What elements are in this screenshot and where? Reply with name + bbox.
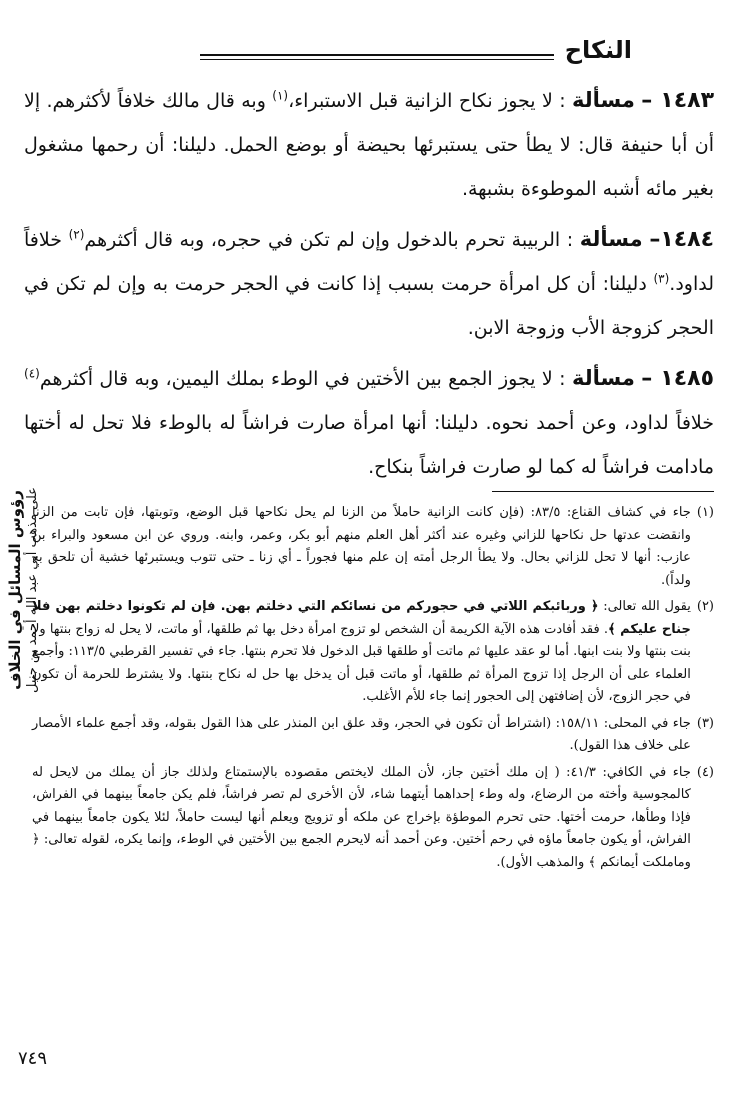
issue-text: : لا يجوز نكاح الزانية قبل الاستبراء،	[288, 90, 566, 112]
footnote-ref[interactable]: (٣)	[653, 271, 670, 286]
issue-text: خلافاً لداود.	[24, 229, 714, 295]
issue-keyword: مسألة	[571, 88, 635, 112]
footnote-number: (٤)	[696, 764, 714, 780]
footnote-ref[interactable]: (٤)	[24, 366, 40, 381]
issue-number: ١٤٨٣ –	[641, 88, 714, 113]
issue-text: وبه قال مالك خلافاً لأكثرهم. إلا أن أبا حنيفة قال: لا يطأ حتى يستبرئها بحيضة أو بوضع الحمل. دليلنا: أن رحمها مشغول بغير مائه أشبه الموطوءة بشبهة.	[24, 90, 714, 200]
footnotes	[32, 502, 714, 878]
quran-quote: ﴿ وربائبكم اللاتي في حجوركم من نسائكم التي دخلتم بهن. فإن لم تكونوا دخلتم بهن فلا جناح عليكم ﴾	[32, 599, 691, 637]
footnote-separator	[492, 491, 714, 492]
header-rule	[200, 54, 554, 60]
book-title: رؤوس المسائل في الخلاف	[6, 490, 24, 690]
footnote-ref[interactable]: (١)	[272, 88, 289, 103]
book-subtitle: على مذهب أبي عبد الله أحمد بن حنبل	[25, 487, 40, 693]
issue-1485	[24, 356, 714, 489]
issue-text: خلافاً لداود، وعن أحمد نحوه. دليلنا: أنها امرأة صارت فراشاً له بالوطء فلا تحل له أختها مادامت فراشاً له كما لو صارت فراشاً بنكاح.	[24, 412, 714, 478]
footnote-text-intro: يقول الله تعالى:	[603, 599, 691, 614]
footnote-text: جاء في الكافي: ٤١/٣: ( إن ملك أختين جاز، لأن الملك لايختص مقصوده بالإستمتاع ولذلك جاز أن يملك من لايحل له كالمجوسية وأخته من الرضاع، وله وطء إحداهما أيتهما شاء، لأن الأخرى لم تصر فراشاً، فلم يكن جامعاً بينهما في الفراش، فإذا وطأها، حرمت أختها. حتى تحرم الموطؤة بإخراج عن ملكه أو تزويج ويعلم أنها ليست حاملاً، لئلا يكون جامعاً بينهما في الفراش، أو يكون جامعاً ماؤه في رحم أختين. وعن أحمد أنه لايحرم الجمع بين الأختين في الوطء، وإنما يكره، لقوله تعالى: ﴿ وماملكت أيمانكم ﴾ والمذهب الأول).	[32, 764, 691, 870]
issue-1483	[24, 78, 714, 211]
footnote-1	[32, 502, 714, 592]
issue-text: : الربيبة تحرم بالدخول وإن لم تكن في حجره، وبه قال أكثرهم	[84, 229, 574, 251]
footnote-text-rest: . فقد أفادت هذه الآية الكريمة أن الشخص لو تزوج امرأة دخل بها ثم طلقها، أو ماتت، لا يحل له زواج بنتها ولا بنت بنتها ولا بنت ابنها. أما لو عقد عليها ثم ماتت أو طلقها قبل الدخول فلا تحرم بنتها. جاء في تفسير القرطبي ١١٣/٥: وأجمع العلماء على أن الرجل إذا تزوج المرأة ثم طلقها، أو ماتت قبل أن يدخل بها حل له نكاح بنتها. ولا يشترط للحرمة أن تكون في حجر الزوج، لأن إضافتهن إلى الحجور إنما جاء للأم الأغلب.	[32, 621, 691, 704]
footnote-2	[32, 596, 714, 709]
footnote-text: جاء في المحلى: ١٥٨/١١: (اشتراط أن تكون في الحجر، وقد علق ابن المنذر على هذا القول بقوله، وقد أجمع علماء الأمصار على خلاف هذا القول).	[32, 715, 691, 753]
running-header	[200, 36, 632, 76]
issue-1484	[24, 217, 714, 350]
footnote-number: (٢)	[696, 599, 714, 614]
footnote-text	[32, 596, 691, 709]
issue-keyword: مسألة	[579, 227, 643, 251]
footnote-ref[interactable]: (٢)	[68, 227, 85, 242]
footnote-number: (١)	[696, 505, 714, 520]
footnote-text: جاء في كشاف القناع: ٨٣/٥: (فإن كانت الزانية حاملاً من الزنا لم يحل نكاحها قبل الوضع، وتوبتها، فإن تابت من الزنا وانقضت عدتها حل نكاحها للزاني وغيره عند أكثر أهل العلم منهم أبو بكر، وعمر، وابنه. وروي عن ابن مسعود والبراء بن عازب: أنها لا تحل للزاني بحال. ولا يطأ الرجل أمته إن علم منها فجوراً ـ أي زنا ـ حتى تتوب ويستبرئها خشية أن تلحق به ولداً).	[32, 505, 691, 588]
issue-text: دليلنا: أن كل امرأة حرمت بسبب إذا كانت في الحجر حرمت به وإن لم تكن في الحجر كزوجة الأب وزوجة الابن.	[24, 273, 714, 339]
page-number: ٧٤٩	[18, 1048, 48, 1069]
chapter-title: النكاح	[564, 36, 632, 64]
footnote-3	[32, 713, 714, 758]
main-text	[24, 78, 714, 489]
issue-number: ١٤٨٥ –	[641, 366, 714, 391]
issue-text: : لا يجوز الجمع بين الأختين في الوطء بملك اليمين، وبه قال أكثرهم	[39, 368, 566, 390]
issue-number: ١٤٨٤–	[649, 227, 715, 252]
book-title-margin	[2, 425, 46, 755]
footnote-4	[32, 762, 714, 875]
footnote-number: (٣)	[696, 715, 714, 731]
issue-keyword: مسألة	[571, 366, 635, 390]
